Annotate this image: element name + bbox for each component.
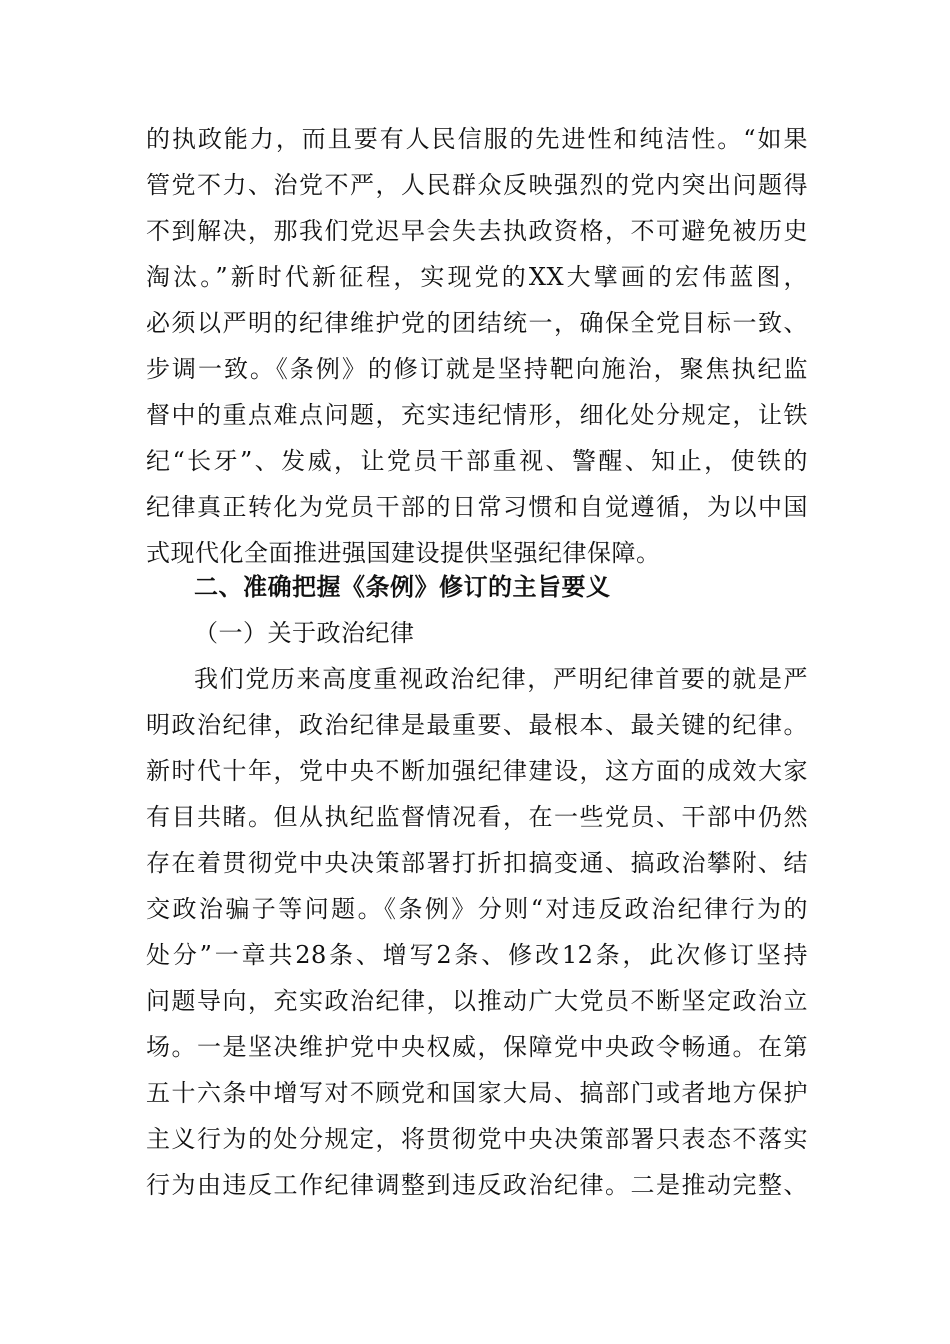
paragraph-1-line: 步调一致。《条例》的修订就是坚持靶向施治，聚焦执纪监	[146, 355, 808, 383]
paragraph-2-line: 五十六条中增写对不顾党和国家大局、搞部门或者地方保护	[146, 1079, 808, 1107]
paragraph-2-line: 主义行为的处分规定，将贯彻党中央决策部署只表态不落实	[146, 1125, 808, 1153]
paragraph-1-line: 纪“长牙”、发威，让党员干部重视、警醒、知止，使铁的	[146, 447, 808, 475]
paragraph-1-line: 式现代化全面推进强国建设提供坚强纪律保障。	[146, 539, 661, 567]
paragraph-2-line: 有目共睹。但从执纪监督情况看，在一些党员、干部中仍然	[146, 803, 808, 831]
paragraph-2-line: 处分”一章共28条、增写2条、修改12条，此次修订坚持	[146, 941, 808, 969]
paragraph-2-line: 新时代十年，党中央不断加强纪律建设，这方面的成效大家	[146, 757, 808, 785]
paragraph-2-line: 场。一是坚决维护党中央权威，保障党中央政令畅通。在第	[146, 1033, 808, 1061]
paragraph-1-line: 的执政能力，而且要有人民信服的先进性和纯洁性。“如果	[146, 125, 808, 153]
paragraph-2-line: 问题导向，充实政治纪律，以推动广大党员不断坚定政治立	[146, 987, 808, 1015]
paragraph-2-line: 行为由违反工作纪律调整到违反政治纪律。二是推动完整、	[146, 1171, 808, 1199]
section-heading: 二、准确把握《条例》修订的主旨要义	[194, 573, 611, 601]
paragraph-1-line: 淘汰。”新时代新征程，实现党的XX大擘画的宏伟蓝图，	[146, 263, 808, 291]
paragraph-2-line: 明政治纪律，政治纪律是最重要、最根本、最关键的纪律。	[146, 711, 808, 739]
paragraph-1-line: 督中的重点难点问题，充实违纪情形，细化处分规定，让铁	[146, 401, 808, 429]
paragraph-1-line: 纪律真正转化为党员干部的日常习惯和自觉遵循，为以中国	[146, 493, 808, 521]
paragraph-2-line: 存在着贯彻党中央决策部署打折扣搞变通、搞政治攀附、结	[146, 849, 808, 877]
paragraph-1-line: 不到解决，那我们党迟早会失去执政资格，不可避免被历史	[146, 217, 808, 245]
paragraph-1-line: 管党不力、治党不严，人民群众反映强烈的党内突出问题得	[146, 171, 808, 199]
paragraph-2-line: 交政治骗子等问题。《条例》分则“对违反政治纪律行为的	[146, 895, 808, 923]
subsection-heading: （一）关于政治纪律	[194, 619, 415, 647]
paragraph-1-line: 必须以严明的纪律维护党的团结统一，确保全党目标一致、	[146, 309, 808, 337]
paragraph-2-line: 我们党历来高度重视政治纪律，严明纪律首要的就是严	[194, 665, 808, 693]
